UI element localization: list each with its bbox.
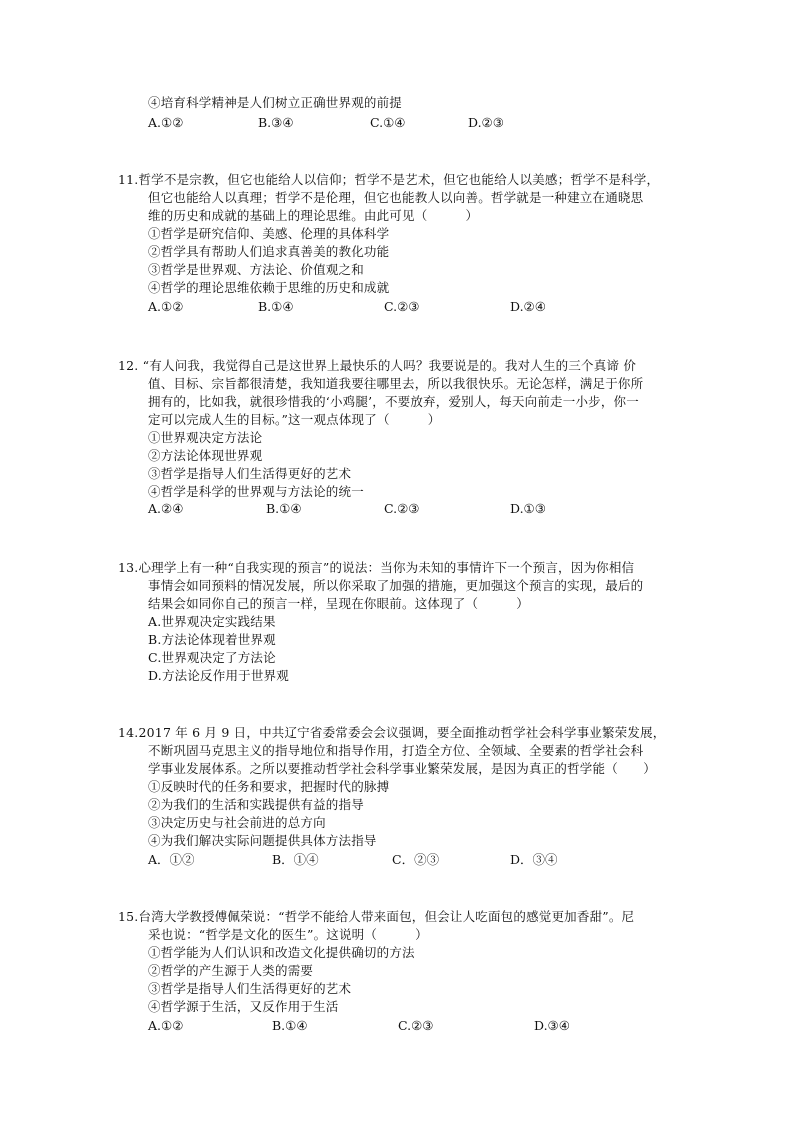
q12-item-3: ③哲学是指导人们生活得更好的艺术: [148, 466, 352, 481]
q12-option-d: D.①③: [510, 501, 546, 516]
q13-stem-line-3: 结果会如同你自己的预言一样，呈现在你眼前。这体现了（ ）: [148, 596, 530, 611]
q10-option-c: C.①④: [370, 115, 406, 130]
q12-item-1: ①世界观决定方法论: [148, 430, 263, 445]
q14-stem-line-2: 不断巩固马克思主义的指导地位和指导作用，打造全方位、全领域、全要素的哲学社会科: [148, 743, 644, 758]
q13-option-b: B.方法论体现着世界观: [148, 632, 276, 647]
q15-option-b: B.①④: [272, 1018, 308, 1033]
q15-option-d: D.③④: [534, 1018, 570, 1033]
q12-stem-line-4: 定可以完成人生的目标。”这一观点体现了（ ）: [148, 412, 441, 427]
q10-option-d: D.②③: [468, 115, 504, 130]
q12-item-2: ②方法论体现世界观: [148, 448, 263, 463]
q14-option-c: C．②③: [392, 852, 440, 867]
q14-item-3: ③决定历史与社会前进的总方向: [148, 815, 326, 830]
q15-item-1: ①哲学能为人们认识和改造文化提供确切的方法: [148, 945, 415, 960]
q14-item-4: ④为我们解决实际问题提供具体方法指导: [148, 833, 377, 848]
q10-option-a: A.①②: [148, 115, 184, 130]
q12-option-c: C.②③: [384, 501, 420, 516]
q13-stem-line-1: 13.心理学上有一种“自我实现的预言”的说法：当你为未知的事情许下一个预言，因为你相信: [118, 560, 635, 575]
q14-stem-line-3: 学事业发展体系。之所以要推动哲学社会科学事业繁荣发展，是因为真正的哲学能（ ）: [148, 761, 657, 776]
q15-option-a: A.①②: [148, 1018, 184, 1033]
q11-item-1: ①哲学是研究信仰、美感、伦理的具体科学: [148, 226, 390, 241]
q12-option-b: B.①④: [266, 501, 302, 516]
q10-option-b: B.③④: [258, 115, 294, 130]
q13-stem-line-2: 事情会如同预料的情况发展，所以你采取了加强的措施，更加强这个预言的实现，最后的: [148, 578, 644, 593]
q15-option-c: C.②③: [398, 1018, 434, 1033]
q15-item-2: ②哲学的产生源于人类的需要: [148, 963, 314, 978]
q14-option-d: D．③④: [510, 852, 558, 867]
q12-stem-line-3: 拥有的，比如我，就很珍惜我的‘小鸡腿’，不要放弃，爱别人，每天向前走一小步，你一: [148, 394, 639, 409]
q11-item-4: ④哲学的理论思维依赖于思维的历史和成就: [148, 280, 390, 295]
q11-option-d: D.②④: [510, 299, 546, 314]
q11-stem-line-1: 11.哲学不是宗教，但它也能给人以信仰；哲学不是艺术，但它也能给人以美感；哲学不是科学，: [118, 172, 660, 187]
q14-option-a: A．①②: [148, 852, 195, 867]
q12-item-4: ④哲学是科学的世界观与方法论的统一: [148, 484, 364, 499]
q13-option-d: D.方法论反作用于世界观: [148, 668, 289, 683]
q15-item-4: ④哲学源于生活，又反作用于生活: [148, 999, 339, 1014]
q12-stem-line-1: 12. “有人问我，我觉得自己是这世界上最快乐的人吗？我要说是的。我对人生的三个真谛 价: [118, 358, 637, 373]
q12-stem-line-2: 值、目标、宗旨都很清楚，我知道我要往哪里去，所以我很快乐。无论怎样，满足于你所: [148, 376, 644, 391]
q11-option-c: C.②③: [384, 299, 420, 314]
q11-item-2: ②哲学具有帮助人们追求真善美的教化功能: [148, 244, 390, 259]
q15-item-3: ③哲学是指导人们生活得更好的艺术: [148, 981, 352, 996]
q14-stem-line-1: 14.2017 年 6 月 9 日，中共辽宁省委常委会会议强调，要全面推动哲学社会科学事业繁荣发展，: [118, 725, 666, 740]
q15-stem-line-2: 采也说：“哲学是文化的医生”。这说明（ ）: [148, 927, 428, 942]
q13-option-a: A.世界观决定实践结果: [148, 614, 276, 629]
q11-stem-line-3: 维的历史和成就的基础上的理论思维。由此可见（ ）: [148, 208, 479, 223]
q11-stem-line-2: 但它也能给人以真理；哲学不是伦理，但它也能教人以向善。哲学就是一种建立在通晓思: [148, 190, 644, 205]
q11-item-3: ③哲学是世界观、方法论、价值观之和: [148, 262, 364, 277]
q11-option-a: A.①②: [148, 299, 184, 314]
q15-stem-line-1: 15.台湾大学教授傅佩荣说：“哲学不能给人带来面包，但会让人吃面包的感觉更加香甜”。尼: [118, 909, 635, 924]
q13-option-c: C.世界观决定了方法论: [148, 650, 276, 665]
q14-option-b: B．①④: [272, 852, 319, 867]
q12-option-a: A.②④: [148, 501, 184, 516]
q11-option-b: B.①④: [258, 299, 294, 314]
q14-item-1: ①反映时代的任务和要求，把握时代的脉搏: [148, 779, 390, 794]
q14-item-2: ②为我们的生活和实践提供有益的指导: [148, 797, 364, 812]
q10-item-4: ④培育科学精神是人们树立正确世界观的前提: [148, 95, 403, 110]
